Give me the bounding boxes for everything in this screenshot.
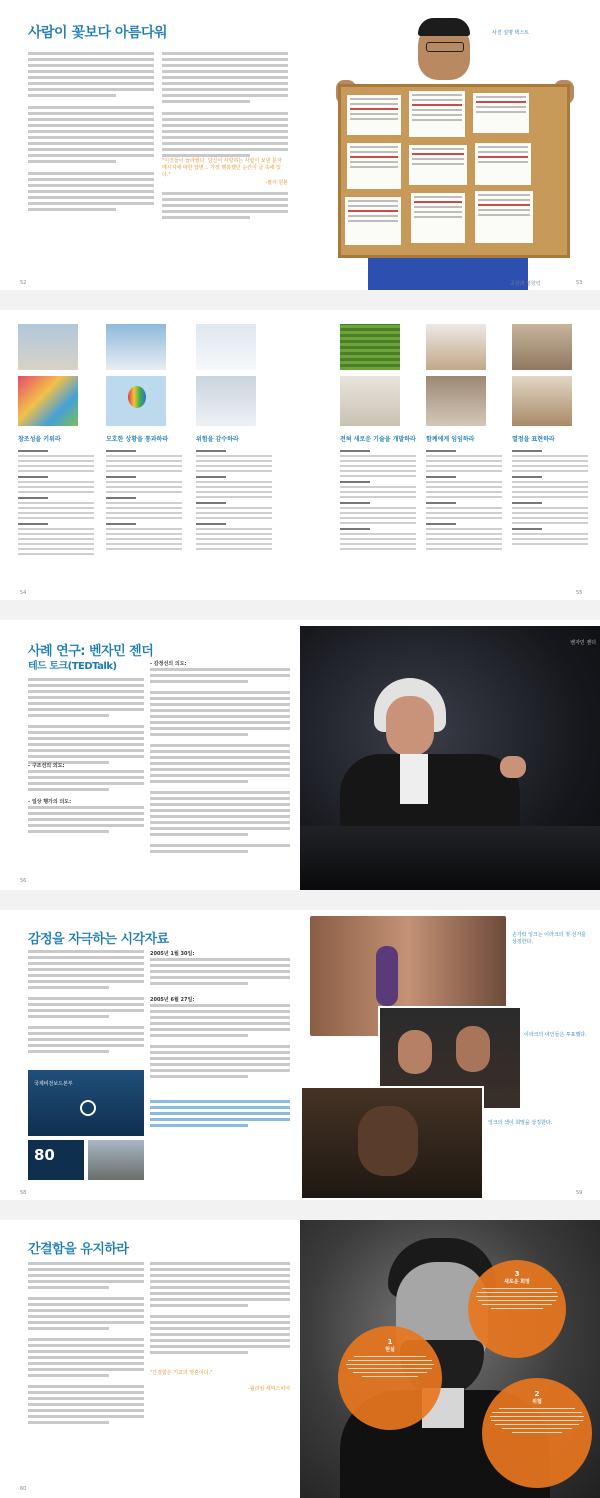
spread-3-bullet-3: - 감정선의 의도:	[150, 661, 187, 667]
img-hands	[426, 324, 486, 370]
man-hair	[418, 18, 470, 36]
label-1-title: 현실	[385, 1347, 395, 1353]
speaker-face	[386, 696, 434, 756]
spread-5-col-1	[28, 1262, 144, 1427]
label-circle-2	[482, 1378, 592, 1488]
spread-1-footer-right: 공감과 영향력	[510, 281, 541, 287]
spread-4-col-1	[28, 950, 144, 1056]
label-3-num: 3	[514, 1270, 520, 1278]
video-disaster-photo	[88, 1140, 144, 1180]
label-1-num: 1	[387, 1338, 393, 1346]
gap-2	[0, 600, 600, 620]
spread-2	[0, 310, 600, 600]
spread-1-quote-author: -필자 원본	[265, 180, 288, 186]
spread-3-col-1c	[28, 806, 144, 836]
label-3-title: 새로운 희망	[504, 1279, 530, 1285]
col-head-2: 모호한 상황을 통과하라	[106, 436, 169, 443]
note-6	[475, 143, 531, 185]
spread-1-left-col-2	[162, 52, 288, 160]
cork-board	[338, 84, 570, 258]
img-snowman	[196, 376, 256, 426]
img-field	[340, 324, 400, 370]
spread-3-page-left: 56	[20, 878, 27, 884]
speaker-shirt	[400, 754, 428, 804]
spread-4-blue-note	[150, 1100, 290, 1130]
spread-5-quote: "간결함은 기교의 영혼이다."	[150, 1370, 213, 1376]
video-number: 80	[34, 1146, 55, 1164]
col-head-6: 열정을 표현하라	[512, 436, 555, 443]
note-9	[475, 191, 533, 243]
note-5	[409, 145, 467, 185]
img-child	[512, 324, 572, 370]
img-girl-reading	[512, 376, 572, 426]
img-bridge-fog	[106, 324, 166, 370]
spread-1-caption: 사진 설명 텍스트	[492, 30, 529, 36]
spread-3-photo	[300, 626, 600, 890]
col-head-3: 위험을 감수하라	[196, 436, 239, 443]
video-thumbnail[interactable]	[28, 1070, 144, 1136]
spread-5-col-2	[150, 1262, 290, 1357]
spread-3-subtitle: 테드 토크(TEDTalk)	[28, 661, 117, 672]
img-snow-cube	[196, 324, 256, 370]
note-1	[347, 95, 401, 135]
spread-4-col-2b	[150, 1004, 290, 1081]
label-2-title: 위협	[532, 1399, 542, 1405]
img-family	[426, 376, 486, 426]
img-pipes	[340, 376, 400, 426]
spread-1-quote: "이것들이 놀라웠다. 당신이 사랑하는 사람이 보낸 문자 메시지에 대한 답변... 가장 행복했던 순간이 글 속에 있다."	[162, 158, 282, 178]
img-balloon	[106, 376, 166, 426]
spread-4-caption-3: 잉크의 색이 희망을 상징한다.	[488, 1120, 553, 1126]
label-2-num: 2	[534, 1390, 540, 1398]
col-head-5: 함께에게 임임하라	[426, 436, 475, 443]
date-label-1: 2005년 1월 30일:	[150, 951, 195, 957]
spread-4-title: 감정을 자극하는 시각자료	[28, 932, 169, 947]
spread-1-page-left: 52	[20, 280, 27, 286]
video-title: 국제비전보드본부	[34, 1081, 73, 1087]
date-label-2: 2005년 6월 27일:	[150, 997, 195, 1003]
spread-4	[0, 910, 600, 1200]
spread-1-photo	[308, 0, 600, 290]
spread-4-page-left: 58	[20, 1190, 27, 1196]
spread-2-page-right: 55	[576, 590, 583, 596]
note-4	[347, 143, 401, 189]
note-2	[409, 91, 465, 137]
spread-4-caption-1: 손가락 잉크는 이라크의 첫 선거를 상징한다.	[512, 932, 586, 945]
note-3	[473, 93, 529, 133]
spread-1-left-col-2b	[162, 192, 288, 222]
spread-3-caption: 벤자민 젠더	[570, 640, 596, 646]
col-text-3	[196, 446, 272, 553]
gap-3	[0, 890, 600, 910]
video-logo-icon	[80, 1100, 96, 1116]
spread-1	[0, 0, 600, 290]
spread-1-page-right: 53	[576, 280, 583, 286]
spread-3-col-2	[150, 668, 290, 856]
speaker-hand	[500, 756, 526, 778]
spread-4-col-2a	[150, 958, 290, 988]
video-stats	[28, 1140, 84, 1180]
label-circle-1	[338, 1326, 442, 1430]
spread-5-photo	[300, 1220, 600, 1498]
spread-3-col-1	[28, 678, 144, 767]
spread-4-caption-2: 이라크의 여인들은 투표했다.	[524, 1032, 587, 1038]
note-7	[345, 197, 401, 245]
spread-4-page-right: 59	[576, 1190, 583, 1196]
spread-3-col-1b	[28, 770, 144, 794]
photo-elder	[300, 1086, 484, 1200]
note-8	[411, 193, 465, 243]
piano	[300, 826, 600, 890]
spread-5-page-left: 60	[20, 1486, 27, 1492]
man-glasses	[426, 42, 464, 52]
col-text-1	[18, 446, 94, 558]
img-graffiti	[18, 376, 78, 426]
col-text-2	[106, 446, 182, 553]
col-text-4	[340, 446, 416, 553]
spread-5-title: 간결함을 유지하라	[28, 1242, 129, 1257]
spread-5	[0, 1220, 600, 1498]
spread-3-title: 사례 연구: 벤자민 젠더	[28, 644, 154, 659]
spread-3-bullet-1: - 구조선의 의도:	[28, 763, 65, 769]
col-head-4: 전혀 새로운 기술을 개발하라	[340, 436, 416, 443]
spread-5-quote-author: -윌리엄 셰익스피어	[247, 1386, 290, 1392]
gap-4	[0, 1200, 600, 1220]
spread-3-bullet-2: - 일상 행가의 의도:	[28, 799, 72, 805]
img-street	[18, 324, 78, 370]
spread-2-page-left: 54	[20, 590, 27, 596]
spread-1-left-col-1	[28, 52, 154, 214]
gap-1	[0, 290, 600, 310]
col-text-6	[512, 446, 588, 548]
col-text-5	[426, 446, 502, 553]
spread-1-title: 사람이 꽃보다 아름다워	[28, 25, 167, 41]
label-circle-3	[468, 1260, 566, 1358]
spread-3	[0, 620, 600, 890]
col-head-1: 창조성을 키워라	[18, 436, 61, 443]
